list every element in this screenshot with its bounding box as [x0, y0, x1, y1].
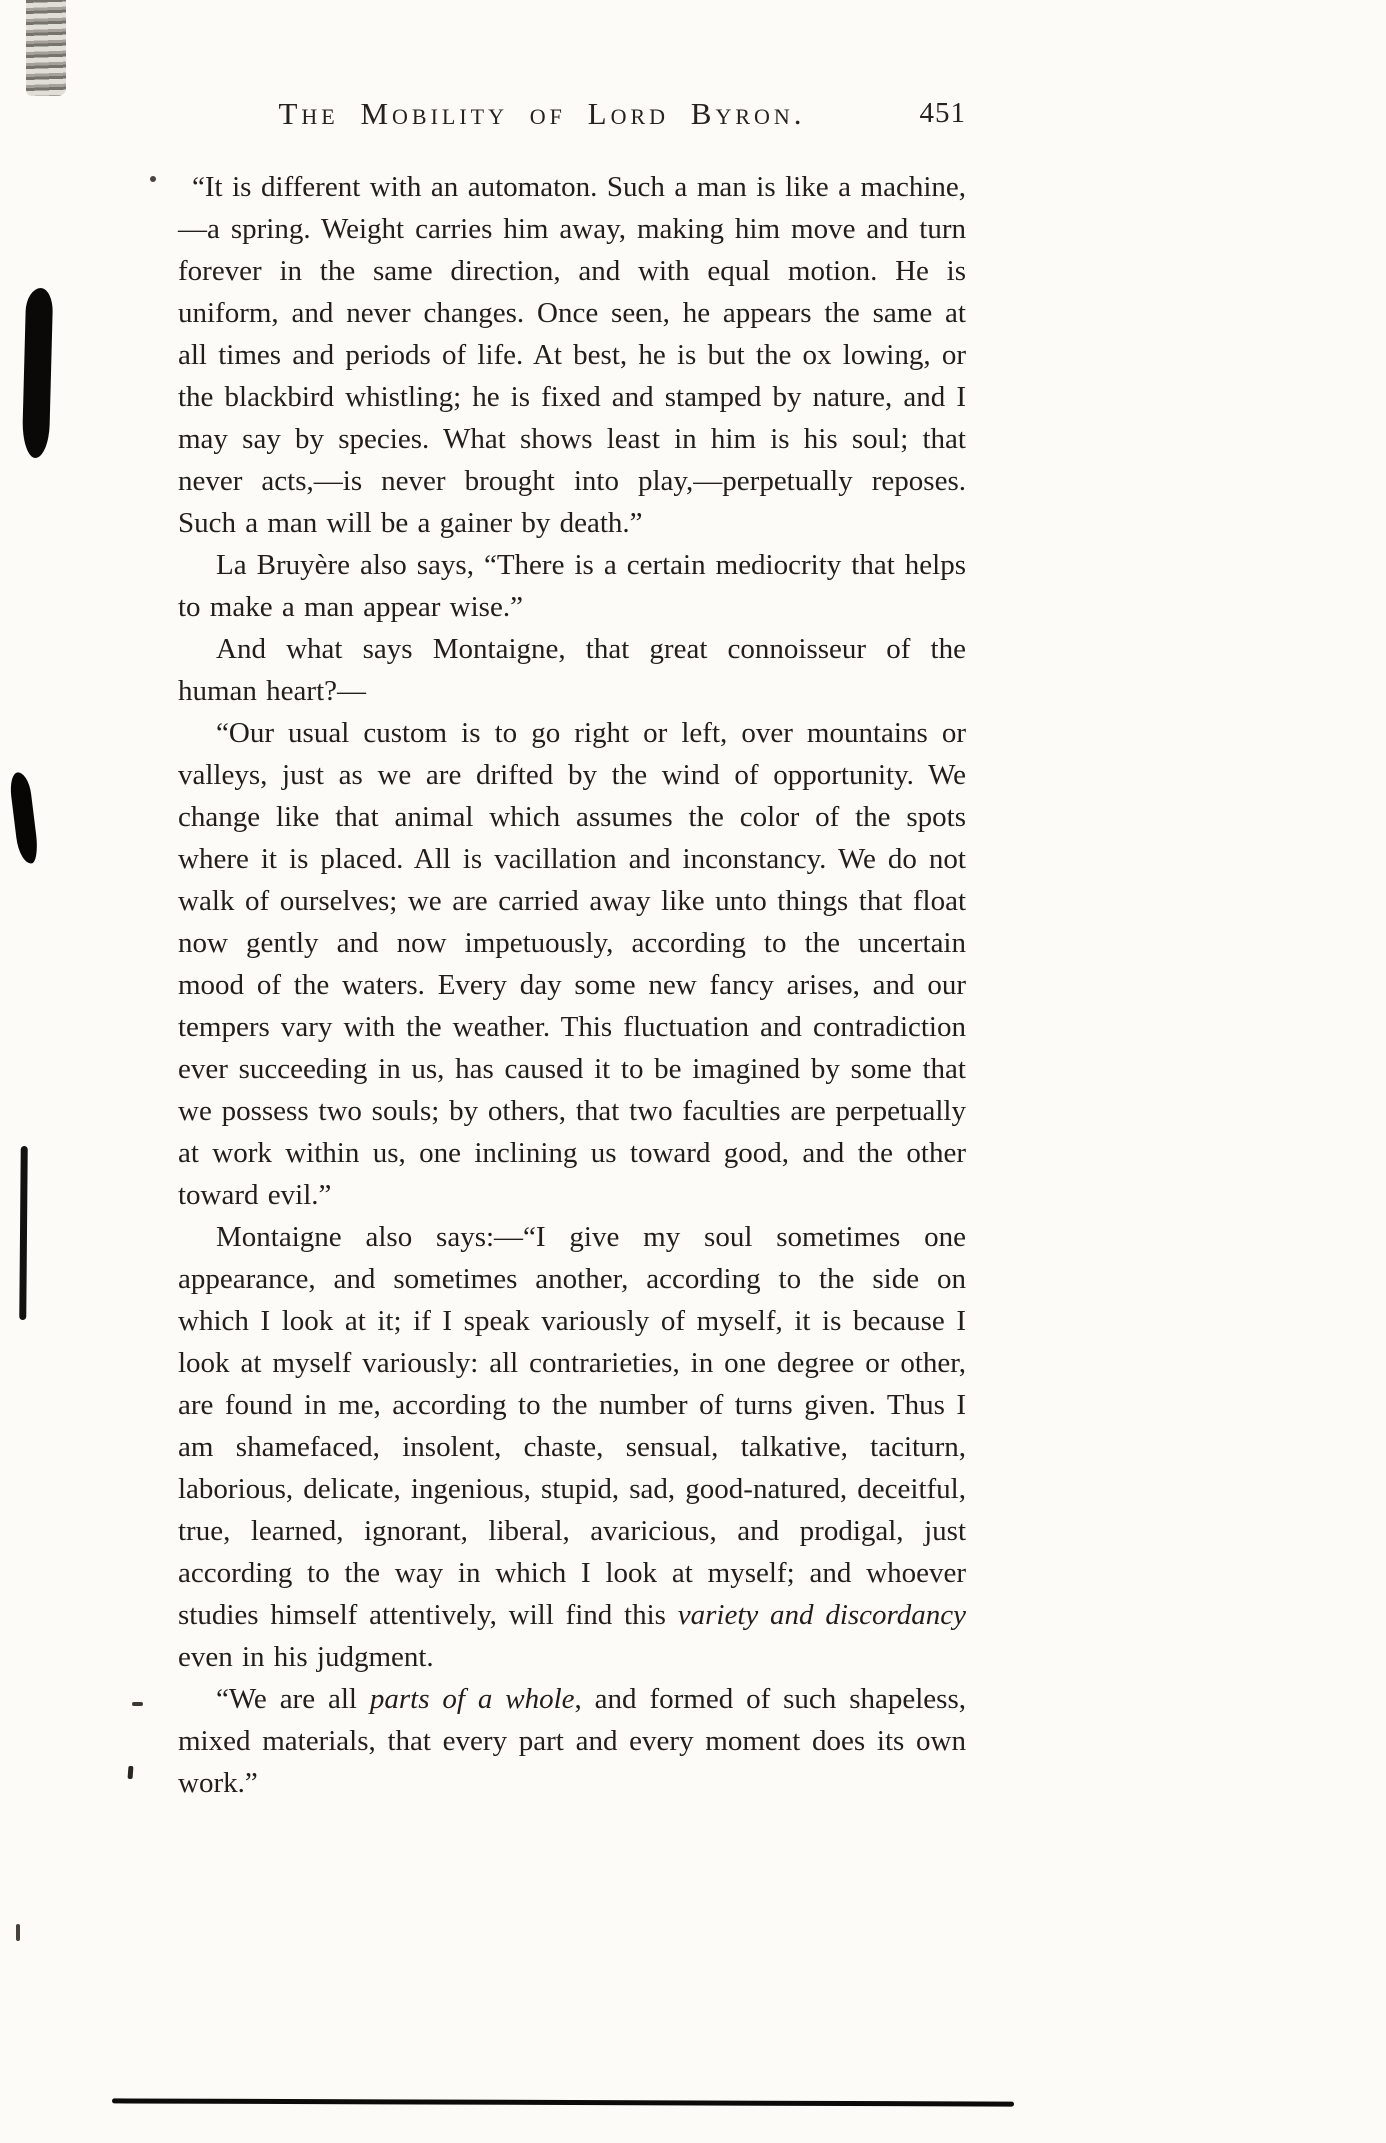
- text-segment: “We are all: [216, 1683, 370, 1715]
- scan-artifact-ink-blob: [22, 288, 53, 459]
- text-segment: La Bruyère also says, “There is a certain mediocrity that helps to make a man appear wise.”: [178, 549, 966, 623]
- scan-artifact-tick: [132, 1702, 143, 1706]
- paragraph: [178, 712, 966, 1216]
- page-body: [178, 166, 966, 1804]
- text-segment: Montaigne also says:—“I give my soul sometimes one appearance, and sometimes another, according to the side on which I look at it; if I speak variously of myself, it is because I look at myself variously: all contrarieties, in one degree or other, are found in me, according to the number of turns given. Thus I am shamefaced, insolent, chaste, sensual, talkative, taciturn, laborious, delicate, ingenious, stupid, sad, good-natured, deceitful, true, learned, ignorant, liberal, avaricious, and prodigal, just according to the way in which I look at myself; and whoever studies himself attentively, will find this: [178, 1221, 966, 1631]
- paragraph: [178, 1678, 966, 1804]
- text-segment: even in his judgment.: [178, 1641, 434, 1673]
- scan-artifact-corner: [26, 0, 66, 96]
- italic-phrase: parts of a whole: [369, 1683, 575, 1715]
- text-column: [178, 96, 966, 1804]
- scan-artifact-tick: [16, 1924, 20, 1941]
- text-segment: And what says Montaigne, that great connoisseur of the human heart?—: [178, 633, 966, 707]
- page-number: 451: [919, 97, 966, 129]
- running-header: [178, 96, 966, 142]
- text-segment: “Our usual custom is to go right or left, over mountains or valleys, just as we are drifted by the wind of opportunity. We change like that animal which assumes the color of the spots where it is placed. All is vacillation and inconstancy. We do not walk of ourselves; we are carried away like unto things that float now gently and now impetuously, according to the uncertain mood of the waters. Every day some new fancy arises, and our tempers vary with the weather. This fluctuation and contradiction ever succeeding in us, has caused it to be imagined by some that we possess two souls; by others, that two faculties are perpetually at work within us, one inclining us toward good, and the other toward evil.”: [178, 717, 966, 1211]
- italic-phrase: variety and discordancy: [677, 1599, 966, 1631]
- text-segment: “It is different with an automaton. Such a man is like a machine,—a spring. Weight carries him away, making him move and turn forever in the same direction, and with equal motion. He is uniform, and never changes. Once seen, he appears the same at all times and periods of life. At best, he is but the ox lowing, or the blackbird whistling; he is fixed and stamped by nature, and I may say by species. What shows least in him is his soul; that never acts,—is never brought into play,—perpetually reposes. Such a man will be a gainer by death.”: [178, 171, 966, 539]
- paragraph: [178, 544, 966, 628]
- text-segment: , and formed of such shapeless, mixed materials, that every part and every moment does its own work.”: [178, 1683, 966, 1799]
- paragraph: [178, 166, 966, 544]
- scan-artifact-vertical-line: [19, 1146, 28, 1320]
- scan-artifact-bottom-rule: [112, 2098, 1014, 2106]
- scan-artifact-dot: [150, 176, 156, 182]
- scan-artifact-tick: [128, 1766, 134, 1779]
- paragraph: [178, 1216, 966, 1678]
- paragraph: [178, 628, 966, 712]
- running-head-title: The Mobility of Lord Byron.: [278, 96, 806, 131]
- scan-artifact-ink-blob: [8, 771, 39, 865]
